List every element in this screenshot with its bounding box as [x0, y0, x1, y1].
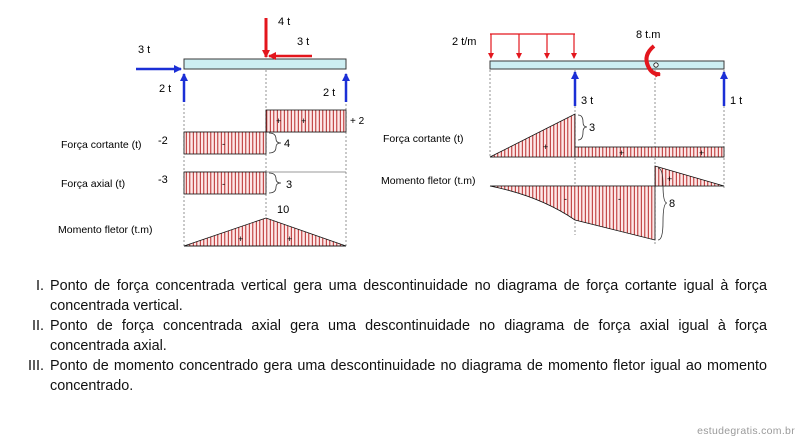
- left-shear-sign-minus: -: [222, 139, 225, 149]
- right-shear-label: Força cortante (t): [383, 133, 464, 145]
- left-support-reaction-label: 2 t: [159, 83, 172, 95]
- left-axial-value: -3: [158, 174, 168, 186]
- right-moment-label: Momento fletor (t.m): [381, 175, 476, 187]
- left-shear-sign-plus-1: +: [276, 116, 282, 126]
- concentrated-moment-arrow: [646, 46, 660, 74]
- right-moment-sign-plus: +: [667, 174, 673, 184]
- right-support-reaction-label: 2 t: [323, 87, 336, 99]
- left-axial-area: [184, 172, 266, 194]
- left-shear-label: Força cortante (t): [61, 139, 142, 151]
- statements-list: [22, 276, 767, 396]
- left-horizontal-load-label: 3 t: [297, 36, 310, 48]
- left-beam: [184, 59, 346, 69]
- right-moment-sign-minus-1: -: [564, 194, 567, 204]
- statement-item: [22, 356, 767, 396]
- left-axial-jump-brace: [269, 173, 281, 193]
- distributed-load-label: 2 t/m: [452, 36, 477, 48]
- left-axial-sign-minus: -: [222, 179, 225, 189]
- left-axial-jump-value: 3: [286, 179, 293, 191]
- right-moment-negative-area: [490, 186, 655, 240]
- right-shear-sign-plus-3: +: [699, 148, 705, 158]
- right-shear-jump-value: 3: [589, 122, 596, 134]
- left-axial-reaction-label: 3 t: [138, 44, 151, 56]
- right-moment-jump-value: 8: [669, 198, 676, 210]
- left-shear-jump-brace: [269, 133, 281, 153]
- left-moment-sign-plus-2: +: [287, 234, 293, 244]
- right-moment-sign-minus-2: -: [618, 194, 621, 204]
- left-shear-value-neg: -2: [158, 135, 168, 147]
- statement-number: I.: [36, 278, 44, 294]
- left-beam-diagram: [58, 16, 365, 248]
- right-shear-sign-plus-1: +: [543, 142, 549, 152]
- right-shear-triangle-area: [490, 114, 575, 157]
- right-moment-positive-area: [655, 166, 724, 186]
- left-moment-sign-plus-1: +: [238, 234, 244, 244]
- left-moment-label: Momento fletor (t.m): [58, 224, 153, 236]
- left-shear-negative-area: [184, 132, 266, 154]
- left-vertical-load-label: 4 t: [278, 16, 291, 28]
- left-moment-area: [184, 218, 346, 246]
- right-beam: [490, 61, 724, 69]
- concentrated-moment-label: 8 t.m: [636, 29, 661, 41]
- right-right-reaction-label: 1 t: [730, 95, 743, 107]
- left-shear-jump-value: 4: [284, 138, 291, 150]
- watermark: estudegratis.com.br: [697, 425, 795, 437]
- statement-text: Ponto de momento concentrado gera uma descontinuidade no diagrama de momento fletor igual ao momento concentrado.: [50, 358, 767, 394]
- statement-item: [22, 316, 767, 356]
- statement-item: [22, 276, 767, 316]
- left-axial-label: Força axial (t): [61, 178, 126, 190]
- right-shear-jump-brace: [578, 115, 587, 140]
- statement-number: III.: [28, 358, 44, 374]
- right-left-reaction-label: 3 t: [581, 95, 594, 107]
- moment-hinge-point: [654, 63, 658, 67]
- left-shear-value-pos: + 2: [350, 116, 365, 127]
- right-shear-sign-plus-2: +: [619, 148, 625, 158]
- left-shear-sign-plus-2: +: [301, 116, 307, 126]
- right-beam-diagram: [381, 29, 742, 245]
- statement-number: II.: [32, 318, 44, 334]
- distributed-load-arrows: [491, 34, 574, 58]
- statement-text: Ponto de força concentrada vertical gera uma descontinuidade no diagrama de força cortante igual à força concentrada vertical.: [50, 278, 767, 314]
- left-moment-max-value: 10: [277, 204, 290, 216]
- statement-text: Ponto de força concentrada axial gera uma descontinuidade no diagrama de força axial igual à força concentrada axial.: [50, 318, 767, 354]
